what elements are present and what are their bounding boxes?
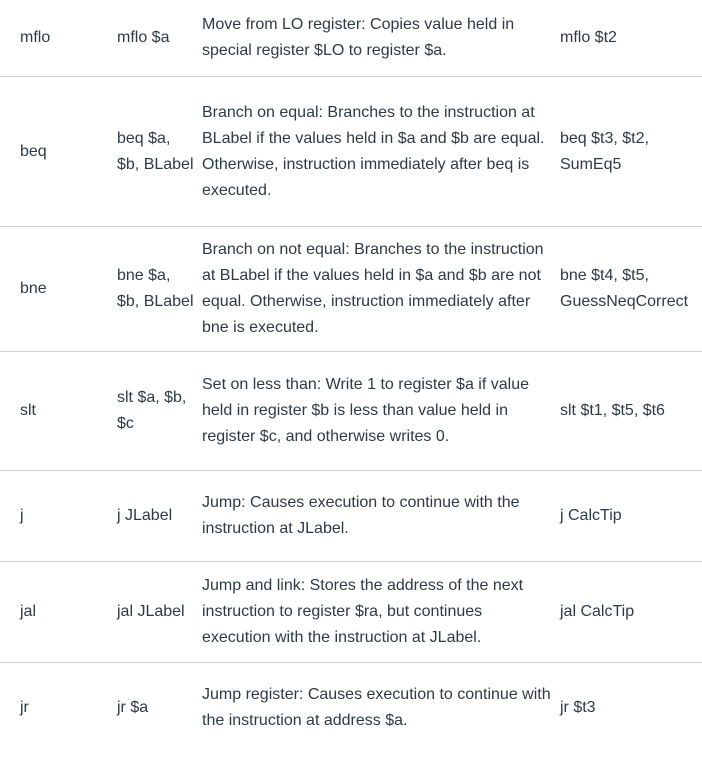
- instruction-example: bne $t4, $t5, GuessNeqCorrect: [560, 267, 689, 310]
- table-row: [0, 227, 702, 351]
- instruction-syntax: beq $a, $b, BLabel: [117, 129, 194, 173]
- instruction-name: slt: [20, 402, 36, 419]
- table-row: [0, 562, 702, 662]
- instruction-description: Jump register: Causes execution to continue with the instruction at address $a.: [202, 686, 551, 729]
- instruction-name: bne: [20, 280, 47, 297]
- instruction-syntax: jal JLabel: [117, 603, 185, 620]
- instruction-syntax: bne $a, $b, BLabel: [117, 267, 194, 310]
- instruction-syntax: mflo $a: [117, 29, 170, 46]
- instruction-example: j CalcTip: [560, 507, 622, 524]
- instruction-name: beq: [20, 142, 47, 160]
- instruction-syntax: jr $a: [117, 699, 149, 716]
- instruction-example: jal CalcTip: [560, 603, 635, 620]
- instruction-description: Move from LO register: Copies value held in special register $LO to register $a.: [202, 16, 515, 59]
- instruction-example: slt $t1, $t5, $t6: [560, 402, 665, 419]
- instruction-description: Branch on not equal: Branches to the instruction at BLabel if the values held in $a and $b are not equal. Otherwise, instruction immediately after bne is executed.: [202, 241, 544, 336]
- instruction-description: Jump: Causes execution to continue with the instruction at JLabel.: [202, 494, 520, 537]
- instruction-name: j: [20, 507, 24, 524]
- instruction-name: jal: [20, 603, 37, 620]
- instruction-syntax: j JLabel: [117, 507, 173, 524]
- instruction-name: jr: [20, 699, 29, 716]
- instruction-description: Set on less than: Write 1 to register $a if value held in register $b is less than value held in register $c, and otherwise writes 0.: [202, 376, 529, 445]
- instruction-example: mflo $t2: [560, 29, 617, 46]
- instruction-description: Branch on equal: Branches to the instruction at BLabel if the values held in $a and $b are equal. Otherwise, instruction immediately after beq is executed.: [202, 103, 545, 199]
- table-row: [0, 663, 702, 753]
- instruction-syntax: slt $a, $b, $c: [117, 389, 187, 432]
- table-row: [0, 352, 702, 470]
- instruction-name: mflo: [20, 29, 51, 46]
- instruction-description: Jump and link: Stores the address of the next instruction to register $ra, but continues execution with the instruction at JLabel.: [202, 577, 524, 646]
- instruction-example: jr $t3: [560, 699, 596, 716]
- table-row: [0, 77, 702, 226]
- table-row: [0, 0, 702, 76]
- table-row: [0, 471, 702, 561]
- instruction-example: beq $t3, $t2, SumEq5: [560, 129, 649, 173]
